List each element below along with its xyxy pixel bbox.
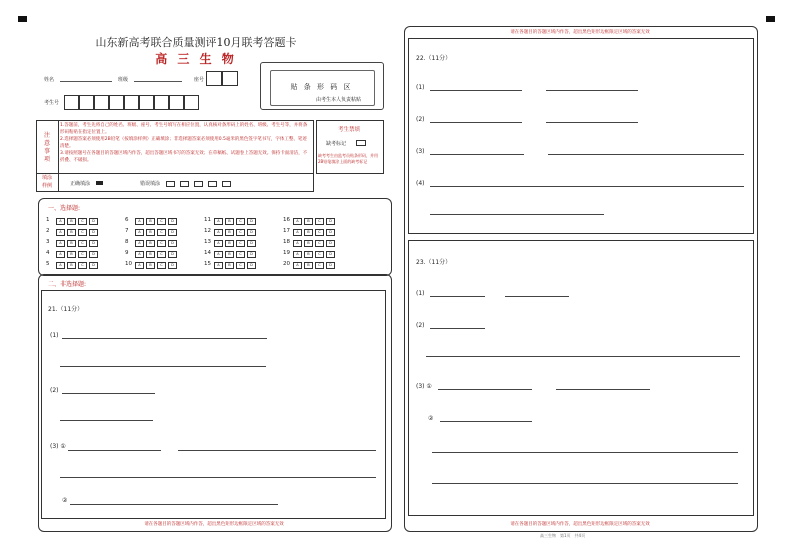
option-bubble[interactable]: C	[78, 229, 87, 236]
option-bubble[interactable]: C	[315, 262, 324, 269]
q23-title: 23.（11分）	[416, 259, 452, 266]
class-field[interactable]	[134, 81, 182, 82]
option-bubble[interactable]: C	[78, 262, 87, 269]
option-bubble[interactable]: B	[304, 251, 313, 258]
option-bubble[interactable]: C	[236, 218, 245, 225]
answer-line[interactable]	[60, 477, 376, 478]
answer-line[interactable]	[546, 122, 638, 123]
question-number: 19	[283, 250, 290, 256]
answer-line[interactable]	[546, 90, 638, 91]
exam-number-box[interactable]	[94, 95, 109, 110]
answer-line[interactable]	[505, 296, 569, 297]
exam-number-box[interactable]	[184, 95, 199, 110]
option-bubble[interactable]: B	[67, 240, 76, 247]
q21-part1-label: (1)	[50, 332, 59, 339]
option-bubble[interactable]: C	[157, 229, 166, 236]
option-bubble[interactable]: A	[214, 229, 223, 236]
option-bubble[interactable]: C	[157, 262, 166, 269]
question-number: 11	[204, 217, 211, 223]
answer-line[interactable]	[430, 328, 485, 329]
answer-line[interactable]	[556, 389, 650, 390]
q21-part3-label: (3) ①	[50, 443, 66, 450]
exam-number-box[interactable]	[124, 95, 139, 110]
option-bubble[interactable]: A	[293, 229, 302, 236]
exam-number-box[interactable]	[109, 95, 124, 110]
q22-part4-label: (4)	[416, 180, 425, 187]
question-number: 17	[283, 228, 290, 234]
question-number: 6	[125, 217, 129, 223]
option-bubble[interactable]: D	[326, 240, 335, 247]
q21-answer-box	[41, 290, 386, 519]
answer-line[interactable]	[430, 214, 604, 215]
option-bubble[interactable]: A	[135, 240, 144, 247]
answer-line[interactable]	[432, 452, 738, 453]
answer-line[interactable]	[432, 483, 738, 484]
exam-number-box[interactable]	[79, 95, 94, 110]
answer-line[interactable]	[426, 356, 740, 357]
question-number: 10	[125, 261, 132, 267]
option-bubble[interactable]: A	[56, 251, 65, 258]
question-number: 16	[283, 217, 290, 223]
option-bubble[interactable]: D	[168, 218, 177, 225]
option-bubble[interactable]: C	[236, 262, 245, 269]
section-1-title: 一、选择题:	[48, 205, 81, 212]
option-bubble[interactable]: C	[157, 251, 166, 258]
option-bubble[interactable]: B	[146, 240, 155, 247]
corner-mark	[766, 16, 775, 22]
question-number: 20	[283, 261, 290, 267]
option-bubble[interactable]: A	[135, 262, 144, 269]
q23-answer-box	[408, 240, 754, 516]
answer-line[interactable]	[178, 450, 376, 451]
answer-line[interactable]	[60, 420, 153, 421]
question-number: 4	[46, 250, 50, 256]
option-bubble[interactable]: D	[247, 218, 256, 225]
option-bubble[interactable]: A	[214, 218, 223, 225]
wrong-sample-mark	[222, 181, 231, 187]
question-number: 8	[125, 239, 129, 245]
barcode-note: 由考生本人负责粘贴	[316, 97, 362, 103]
question-number: 18	[283, 239, 290, 245]
sample-label: 填涂样例	[36, 172, 59, 191]
option-bubble[interactable]: D	[89, 251, 98, 258]
page-title: 山东新高考联合质量测评10月联考答题卡	[95, 36, 297, 49]
q21-part3b-label: ②	[62, 497, 68, 504]
answer-line[interactable]	[62, 393, 155, 394]
option-bubble[interactable]: C	[78, 240, 87, 247]
class-label: 班级	[118, 77, 129, 83]
option-bubble[interactable]: D	[89, 229, 98, 236]
q22-part2-label: (2)	[416, 116, 425, 123]
wrong-sample-mark	[208, 181, 217, 187]
option-bubble[interactable]: A	[214, 251, 223, 258]
option-bubble[interactable]: C	[157, 240, 166, 247]
option-bubble[interactable]: A	[135, 218, 144, 225]
option-bubble[interactable]: B	[225, 229, 234, 236]
wrong-sample-label: 错误填涂	[140, 181, 161, 187]
notes-text: 1.答题前，考生先将自己的姓名、班级、座号、考生号填写在相应位置，认真核对条形码上的姓名、班级、考生号等，并将条形码粘贴在指定位置上。 2.选择题答案必须使用2B铅笔（按填涂样例）正确填涂；非选择题答案必须使用0.5毫米的黑色签字笔书写，字体工整、笔迹清楚。 3.请按照题号在各题目的答题区域内作答，超出答题区域书写的答案无效；在草稿纸、试题卷上答题无效。保持卡面清洁，不折叠、不破损。	[60, 123, 308, 163]
option-bubble[interactable]: D	[326, 218, 335, 225]
option-bubble[interactable]: C	[236, 240, 245, 247]
q21-part2-label: (2)	[50, 387, 59, 394]
option-bubble[interactable]: B	[67, 229, 76, 236]
wrong-sample-mark	[166, 181, 175, 187]
option-bubble[interactable]: A	[293, 251, 302, 258]
option-bubble[interactable]: A	[293, 240, 302, 247]
name-field[interactable]	[60, 81, 112, 82]
answer-line[interactable]	[548, 154, 744, 155]
option-bubble[interactable]: A	[135, 229, 144, 236]
option-bubble[interactable]: D	[168, 240, 177, 247]
option-bubble[interactable]: B	[304, 229, 313, 236]
question-number: 7	[125, 228, 129, 234]
option-bubble[interactable]: A	[56, 240, 65, 247]
exam-number-box[interactable]	[169, 95, 184, 110]
option-bubble[interactable]: C	[315, 218, 324, 225]
answer-line[interactable]	[430, 154, 524, 155]
q21-title: 21.（11分）	[48, 306, 84, 313]
option-bubble[interactable]: A	[293, 218, 302, 225]
q23-part2-label: (2)	[416, 322, 425, 329]
option-bubble[interactable]: D	[326, 251, 335, 258]
option-bubble[interactable]: B	[304, 218, 313, 225]
option-bubble[interactable]: D	[168, 251, 177, 258]
footer-warning: 请在各题目的答题区域内作答，超出黑色矩形边框限定区域的答案无效	[510, 522, 650, 527]
answer-line[interactable]	[68, 450, 161, 451]
option-bubble[interactable]: D	[247, 251, 256, 258]
answer-line[interactable]	[60, 366, 266, 367]
option-bubble[interactable]: D	[168, 262, 177, 269]
option-bubble[interactable]: B	[225, 262, 234, 269]
q23-part1-label: (1)	[416, 290, 425, 297]
option-bubble[interactable]: B	[225, 251, 234, 258]
option-bubble[interactable]: B	[146, 262, 155, 269]
option-bubble[interactable]: B	[304, 262, 313, 269]
answer-line[interactable]	[430, 296, 485, 297]
notes-label: 注意事项	[36, 120, 59, 172]
option-bubble[interactable]: C	[78, 218, 87, 225]
option-bubble[interactable]: B	[67, 251, 76, 258]
option-bubble[interactable]: D	[247, 229, 256, 236]
question-number: 13	[204, 239, 211, 245]
absent-mark-box[interactable]	[356, 140, 366, 146]
question-number: 15	[204, 261, 211, 267]
seat-box[interactable]	[206, 71, 222, 86]
option-bubble[interactable]: C	[315, 240, 324, 247]
option-bubble[interactable]: C	[157, 218, 166, 225]
option-bubble[interactable]: C	[315, 251, 324, 258]
option-bubble[interactable]: C	[236, 229, 245, 236]
question-number: 12	[204, 228, 211, 234]
answer-line[interactable]	[430, 90, 522, 91]
option-bubble[interactable]: B	[67, 262, 76, 269]
page-footer: 高三生物 第1页 共4页	[540, 533, 586, 538]
seat-box[interactable]	[222, 71, 238, 86]
footer-warning: 请在各题目的答题区域内作答，超出黑色矩形边框限定区域的答案无效	[144, 522, 284, 527]
answer-line[interactable]	[438, 389, 532, 390]
option-bubble[interactable]: D	[89, 240, 98, 247]
option-bubble[interactable]: B	[67, 218, 76, 225]
answer-line[interactable]	[62, 338, 267, 339]
correct-sample-mark	[96, 181, 103, 185]
q23-part3b-label: ②	[428, 415, 434, 422]
wrong-sample-mark	[180, 181, 189, 187]
answer-line[interactable]	[440, 421, 532, 422]
absent-label: 缺考标记	[326, 141, 347, 147]
option-bubble[interactable]: D	[247, 262, 256, 269]
answer-line[interactable]	[70, 504, 278, 505]
option-bubble[interactable]: D	[89, 262, 98, 269]
q22-part3-label: (3)	[416, 148, 425, 155]
option-bubble[interactable]: D	[326, 229, 335, 236]
subject-title: 高 三 生 物	[155, 52, 237, 66]
option-bubble[interactable]: A	[214, 262, 223, 269]
option-bubble[interactable]: A	[56, 262, 65, 269]
option-bubble[interactable]: C	[315, 229, 324, 236]
wrong-sample-mark	[194, 181, 203, 187]
absent-title: 考生禁填	[337, 127, 360, 133]
q22-title: 22.（11分）	[416, 55, 452, 62]
option-bubble[interactable]: D	[247, 240, 256, 247]
section-2-title: 二、非选择题:	[48, 281, 87, 288]
corner-mark	[18, 16, 27, 22]
absent-note: 缺考考生由监考员贴条形码，并用2B铅笔填涂上面的缺考标记	[318, 153, 378, 164]
barcode-label: 贴 条 形 码 区	[290, 83, 353, 91]
exam-number-box[interactable]	[64, 95, 79, 110]
exam-no-label: 考生号	[44, 100, 60, 106]
option-bubble[interactable]: B	[146, 251, 155, 258]
option-bubble[interactable]: B	[146, 218, 155, 225]
option-bubble[interactable]: A	[135, 251, 144, 258]
answer-line[interactable]	[430, 186, 744, 187]
correct-sample-label: 正确填涂	[70, 181, 91, 187]
option-bubble[interactable]: C	[236, 251, 245, 258]
answer-line[interactable]	[430, 122, 522, 123]
question-number: 5	[46, 261, 50, 267]
option-bubble[interactable]: B	[304, 240, 313, 247]
q22-part1-label: (1)	[416, 84, 425, 91]
option-bubble[interactable]: A	[56, 218, 65, 225]
option-bubble[interactable]: B	[146, 229, 155, 236]
option-bubble[interactable]: D	[89, 218, 98, 225]
question-number: 14	[204, 250, 211, 256]
question-number: 9	[125, 250, 129, 256]
option-bubble[interactable]: D	[326, 262, 335, 269]
question-number: 3	[46, 239, 50, 245]
option-bubble[interactable]: A	[293, 262, 302, 269]
seat-label: 座号	[194, 77, 205, 83]
q23-part3-label: (3) ①	[416, 383, 432, 390]
name-label: 姓名	[44, 77, 55, 83]
question-number: 2	[46, 228, 50, 234]
question-number: 1	[46, 217, 50, 223]
option-bubble[interactable]: B	[225, 218, 234, 225]
option-bubble[interactable]: B	[225, 240, 234, 247]
option-bubble[interactable]: A	[214, 240, 223, 247]
option-bubble[interactable]: A	[56, 229, 65, 236]
exam-number-box[interactable]	[154, 95, 169, 110]
header-warning: 请在各题目的答题区域内作答，超出黑色矩形边框限定区域的答案无效	[510, 30, 650, 35]
q22-answer-box	[408, 38, 754, 234]
exam-number-box[interactable]	[139, 95, 154, 110]
option-bubble[interactable]: C	[78, 251, 87, 258]
option-bubble[interactable]: D	[168, 229, 177, 236]
